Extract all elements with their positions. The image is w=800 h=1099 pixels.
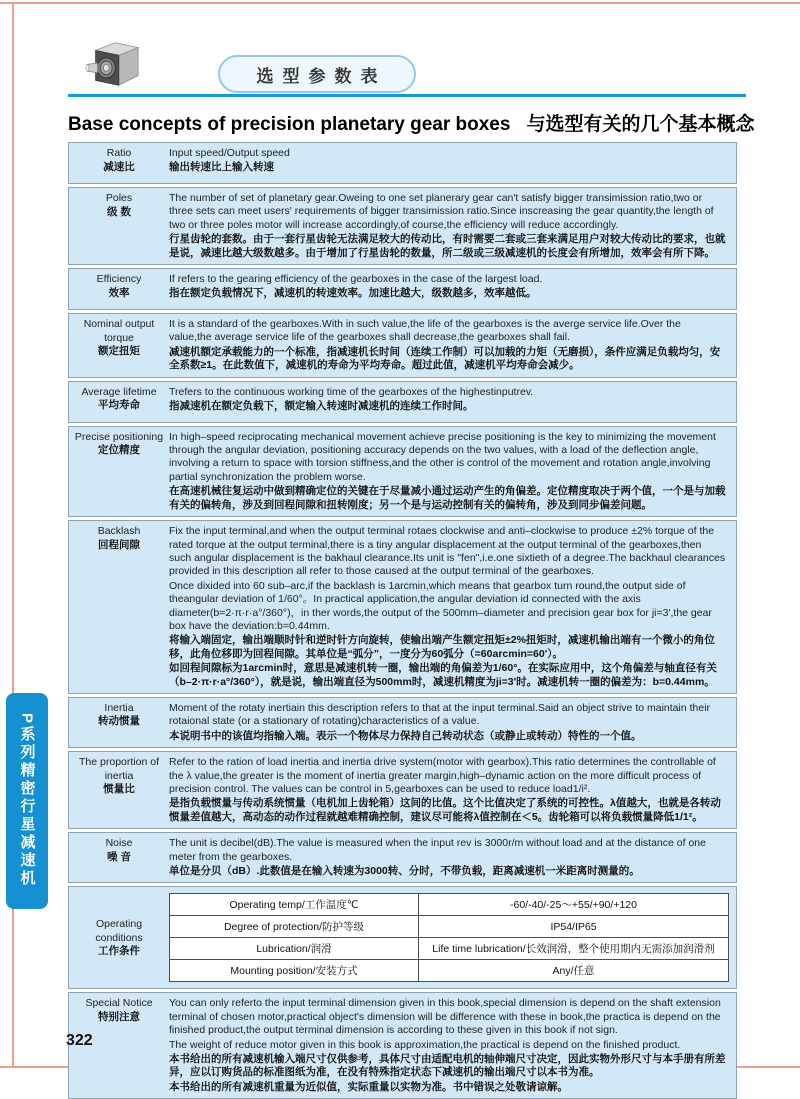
operating-conditions-table	[169, 893, 729, 982]
row-content	[169, 314, 736, 377]
paragraph: Input speed/Output speed	[169, 147, 290, 159]
paragraph: 减速机额定承载能力的一个标准，指减速机长时间（连续工作制）可以加载的力矩（无磨损），条件应满足负载均匀，安全系数≥1。在此数值下，减速机的寿命为平均寿命。超过此值，减速机平均寿命会减少。	[169, 345, 721, 372]
paragraph: The weight of reduce motor given in this book is approximation,the practical is depend on the finished product.	[169, 1038, 681, 1051]
table-row-inertia	[68, 697, 737, 748]
paragraph: 在高速机械往复运动中做到精确定位的关键在于尽量减小通过运动产生的角偏差。定位精度取决于两个值，一个是与加载有关的偏转角，涉及到回程间隙和扭转刚度；另一个是与运动控制有关的偏转角，涉及到同步偏差问题。	[169, 485, 726, 511]
paragraph: Refer to the ration of load inertia and inertia drive system(motor with gearbox).This ratio determines the controllable of the λ value,the greater is the moment of inertia greater margin,high–dynamic action on the more difficult process of precision control. The values can be control in 5,gearboxes can be used to reduce load1/i².	[169, 756, 716, 795]
paragraph: If refers to the gearing efficiency of the gearboxes in the case of the largest load.	[169, 273, 543, 286]
table-row-noise	[68, 832, 737, 883]
series-tab-label: P系列精密行星减速机	[18, 713, 36, 889]
row-content	[169, 521, 736, 693]
row-label-zh: 额定扭矩	[98, 345, 140, 358]
page-border-top	[0, 2, 800, 4]
row-label-zh: 噪 音	[107, 850, 131, 863]
row-label-zh: 效率	[108, 286, 130, 299]
row-label-zh: 工作条件	[98, 945, 140, 958]
row-label	[69, 188, 169, 264]
paragraph: In high–speed reciprocating mechanical movement achieve precise positioning is the key to minimizing the movement through the angular deviation, positioning accuracy depends on the two values, with a load of the deflection angle, involving a return to space with torsion stiffness,and the other is control of the movement and rotation angle,involving partial synchronization the problem worse.	[169, 430, 716, 483]
paragraph: 本说明书中的该值均指输入端。表示一个物体尽力保持自己转动状态（或静止或转动）特性的一个值。	[169, 729, 642, 742]
paragraph: 是指负载惯量与传动系统惯量（电机加上齿轮箱）这间的比值。这个比值决定了系统的可控性。λ值越大，也就是各转动惯量差值越大，高动态的动作过程就越难精确控制，建议尽可能将λ值控制在＜5。齿轮箱可以将负载惯量降低1/1²。	[169, 797, 721, 823]
row-label	[69, 382, 169, 422]
paragraph: The number of set of planetary gear.Oweing to one set planerary gear can't satisfy bigger transimission ratio,two or three sets can meet users' requirements of bigger transimission ratio.Since inscreasing the gear quantity,the length of two or three poles motor will increase accordingly,of course,the efficiency will reduce accordingly.	[169, 192, 714, 231]
row-label-zh: 减速比	[103, 160, 135, 173]
section-pill-label: 选型参数表	[256, 66, 387, 86]
paragraph: 指减速机在额定负载下，额定输入转速时减速机的连续工作时间。	[169, 400, 474, 413]
row-label	[69, 521, 169, 693]
row-label-en: Special Notice	[85, 997, 153, 1010]
row-label-zh: 转动惯量	[98, 715, 140, 728]
paragraph: 如回程间隙标为1arcmin时，意思是减速机转一圈，输出端的角偏差为1/60°。在实际应用中，这个角偏差与轴直径有关（b–2·π·r·a°/360°），就是说，输出端直径为500mm时，减速机精度为ji=3'时。减速机转一圈的偏差为：b=0.44mm。	[169, 662, 717, 688]
table-row-operating-conditions	[68, 886, 737, 989]
row-content	[169, 833, 736, 882]
row-label	[69, 698, 169, 747]
row-label	[69, 427, 169, 516]
paragraph: 本书给出的所有减速机输入端尺寸仅供参考，具体尺寸由适配电机的轴伸端尺寸决定，因此实物外形尺寸与本手册有所差异，应以订购货品的标准图纸为准，在没有特殊指定状态下减速机的输出端尺寸以本书为准。	[169, 1053, 726, 1079]
page-title	[68, 109, 755, 136]
row-content	[169, 698, 736, 747]
concepts-table	[68, 142, 737, 1099]
row-label-en: Efficiency	[96, 273, 142, 286]
row-label-en: Average lifetime	[81, 385, 157, 398]
paragraph: 将输入端固定，输出端顺时针和逆时针方向旋转，使输出端产生额定扭矩±2%扭矩时，减速机输出端有一个微小的角位移，此角位移即为回程间隙。其单位是“弧分”，一度分为60弧分（=60arcmin=60'）。	[169, 634, 715, 660]
paragraph: Trefers to the continuous working time of the gearboxes of the highestinputrev.	[169, 385, 534, 398]
paragraph: 单位是分贝（dB）.此数值是在输入转速为3000转、分时，不带负载，距离减速机一米距离时测量的。	[169, 865, 640, 878]
row-label-en: Poles	[105, 192, 133, 204]
header-rule	[68, 94, 746, 97]
paragraph: The unit is decibel(dB).The value is measured when the input rev is 3000r/m without load and at the distance of one meter from the gearboxes.	[169, 837, 706, 863]
table-row	[170, 894, 729, 916]
row-label	[69, 833, 169, 882]
page-title-zh: 与选型有关的几个基本概念	[526, 114, 755, 135]
table-row-precise-positioning	[68, 426, 737, 517]
condition-parameter: Mounting position/安装方式	[170, 960, 419, 982]
row-label	[69, 143, 169, 183]
table-row-special-notice	[68, 992, 737, 1099]
table-row-efficiency	[68, 268, 737, 310]
row-content	[169, 382, 736, 422]
paragraph: 输出转速比上输入转速	[169, 161, 274, 174]
table-row-nominal-output-torque	[68, 313, 737, 378]
row-label-zh: 特别注意	[98, 1010, 140, 1023]
paragraph: You can only referto the input terminal dimension given in this book,special dimension is depend on the shaft extension terminal of chosen motor,practical object's dimension will be difference with these in book,the practica is depend on the finished product,the output terminal dimension is according to these given in this book if not sign.	[169, 997, 721, 1037]
table-row	[170, 916, 729, 938]
table-row-backlash	[68, 520, 737, 694]
paragraph: Fix the input terminal,and when the output terminal rotaes clockwise and anti–clockwise to produce ±2% torque of the rated torque at the output terminal,there is a tiny angular displacement at the output terminal of the gearboxes,then such angular displacement is the bakhaul clearance.Its unit is "fen",i.e.one sixtieth of a degree.The backhaul clearances provided in this description all refer to those caused at the output terminal of the gearboxes.	[169, 525, 726, 578]
table-row	[170, 960, 729, 982]
row-label-en: Ratio	[106, 147, 132, 159]
condition-value: IP54/IP65	[419, 916, 729, 938]
table-row-proportion-of-inertia	[68, 751, 737, 829]
condition-parameter: Degree of protection/防护等级	[170, 916, 419, 938]
row-label-en: The proportion of inertia	[79, 756, 159, 782]
paragraph: Once dixided into 60 sub–arc,if the backlash is 1arcmin,which means that gearbox turn round,the output side of theangular deviation of 1/60°。In practical application,the angular deviation id connected with the axis diameter(b=2·π·r·a°/360°)，in ther words,the output of the 500mm–diameter and precision gear box for ji=3',the gear box have the deviation:b=0.44mm.	[169, 579, 712, 632]
condition-value: -60/-40/-25～+55/+90/+120	[419, 894, 729, 916]
condition-value: Life time lubrication/长效润滑，整个使用期内无需添加润滑剂	[419, 938, 729, 960]
row-label	[69, 752, 169, 828]
row-label-zh: 定位精度	[98, 444, 140, 457]
row-label-en: Operating conditions	[95, 918, 143, 944]
section-pill	[218, 55, 416, 93]
row-label-zh: 级 数	[107, 205, 131, 218]
row-label-en: Nominal output torque	[83, 318, 155, 344]
row-label-en: Inertia	[104, 701, 134, 714]
row-label-zh: 惯量比	[103, 783, 135, 796]
row-content	[169, 752, 736, 828]
paragraph: Moment of the rotaty inertiain this description refers to that at the input terminal.Said an object strive to maintain their rotaional state (or a stationary of rotating)characteristics of a value.	[169, 701, 711, 728]
row-label-en: Noise	[105, 837, 133, 850]
row-label-zh: 平均寿命	[98, 399, 140, 412]
paragraph: 本书给出的所有减速机重量为近似值，实际重量以实物为准。书中错误之处敬请谅解。	[169, 1080, 568, 1093]
table-row-poles	[68, 187, 737, 265]
row-label	[69, 314, 169, 377]
condition-parameter: Operating temp/工作温度℃	[170, 894, 419, 916]
series-tab	[6, 693, 48, 909]
table-row-average-lifetime	[68, 381, 737, 423]
row-label-en: Backlash	[97, 525, 141, 538]
row-content	[169, 993, 736, 1098]
row-content	[169, 427, 736, 516]
condition-parameter: Lubrication/润滑	[170, 938, 419, 960]
row-content	[169, 269, 736, 309]
table-row	[170, 938, 729, 960]
row-label-zh: 回程间隙	[98, 538, 140, 551]
row-content	[169, 188, 736, 264]
condition-value: Any/任意	[419, 960, 729, 982]
row-content	[169, 887, 739, 988]
row-label	[69, 914, 169, 962]
page-number: 322	[66, 1032, 93, 1049]
row-content	[169, 143, 736, 183]
page-title-en: Base concepts of precision planetary gear boxes	[68, 114, 511, 135]
paragraph: It is a standard of the gearboxes.With in such value,the life of the gearboxes is the averge service life.Over the value,the average service life of the gearboxes shall decrease,the gearboxes shall fail.	[169, 318, 681, 344]
paragraph: 指在额定负载情况下，减速机的转速效率。加速比越大，级数越多，效率越低。	[169, 287, 537, 300]
row-label-en: Precise positioning	[74, 430, 164, 443]
table-row-ratio	[68, 142, 737, 184]
row-label	[69, 269, 169, 309]
paragraph: 行星齿轮的套数。由于一套行星齿轮无法满足较大的传动比，有时需要二套或三套来满足用户对较大传动比的要求，也就是说，减速比越大级数越多。由于增加了行星齿轮的数量，所二级或三级减速机的长度会有所增加，效率会有所下降。	[169, 233, 726, 259]
gearbox-product-image	[84, 38, 142, 90]
